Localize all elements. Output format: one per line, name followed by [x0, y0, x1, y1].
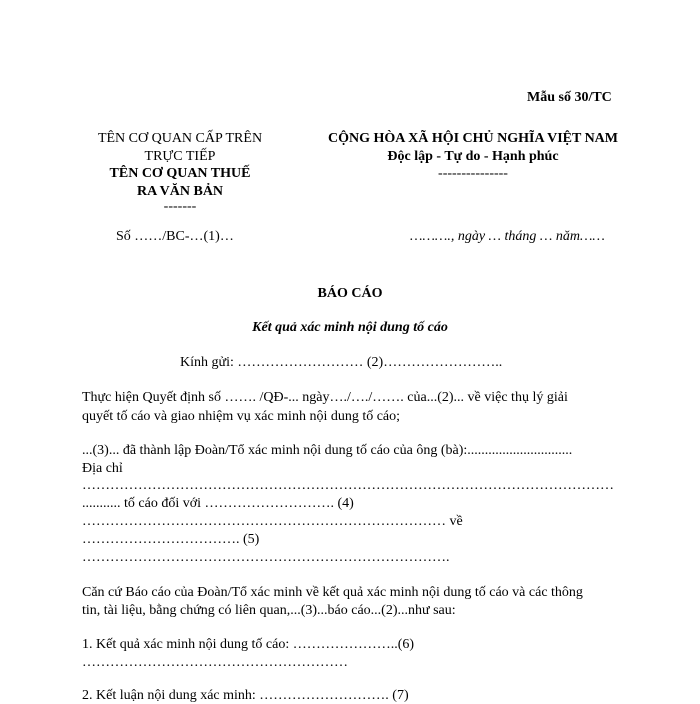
document-number: Số ……/BC-…(1)… [116, 229, 234, 244]
blank-dotted-line: ……………………………………………………………………. [82, 550, 450, 565]
address-dotted-line: …………………………………………………………………………………………………… [82, 478, 614, 493]
about-line: …………………………………………………………………… về [82, 514, 463, 529]
issuing-agency-line2: RA VĂN BẢN [136, 184, 224, 199]
item-2-line-1: 2. Kết luận nội dung xác minh: ………………………. (7) [82, 688, 409, 703]
form-code: Mẫu số 30/TC [527, 90, 612, 105]
paragraph-1-line-2: quyết tố cáo và giao nhiệm vụ xác minh nội dung tố cáo; [82, 409, 401, 424]
national-motto: Độc lập - Tự do - Hạnh phúc [387, 149, 559, 164]
accused-line: ........... tố cáo đối với ………………………. (4) [82, 496, 354, 511]
right-header-rule: --------------- [438, 166, 508, 181]
paragraph-1-line-1: Thực hiện Quyết định số ……. /QĐ-... ngày…./…./……. của...(2)... về việc thụ lý giải [82, 390, 568, 405]
paragraph-3-line-1: Căn cứ Báo cáo của Đoàn/Tổ xác minh về kết quả xác minh nội dung tố cáo và các thông [82, 585, 583, 600]
address-label: Địa chỉ [82, 461, 123, 476]
superior-agency-line1: TÊN CƠ QUAN CẤP TRÊN [97, 131, 263, 146]
national-title: CỘNG HÒA XÃ HỘI CHỦ NGHĨA VIỆT NAM [327, 131, 618, 146]
left-header-rule: ------- [163, 199, 197, 214]
content-line: ……………………………. (5) [82, 532, 260, 547]
paragraph-3-line-2: tin, tài liệu, bằng chứng có liên quan,...(3)...báo cáo...(2)...như sau: [82, 603, 456, 618]
item-1-line-1: 1. Kết quả xác minh nội dung tố cáo: …………………..(6) [82, 637, 415, 652]
paragraph-2-line-1: ...(3)... đã thành lập Đoàn/Tổ xác minh nội dung tố cáo của ông (bà):.............................. [82, 443, 573, 458]
salutation: Kính gửi: ……………………… (2)…………………….. [180, 355, 503, 370]
item-1-line-2: ………………………………………………… [82, 655, 348, 670]
report-title: BÁO CÁO [317, 286, 383, 301]
superior-agency-line2: TRỰC TIẾP [144, 149, 216, 164]
report-subtitle: Kết quả xác minh nội dung tố cáo [252, 320, 448, 335]
issuing-agency-line1: TÊN CƠ QUAN THUẾ [109, 166, 251, 181]
date-line: ………., ngày … tháng … năm…… [410, 229, 605, 244]
